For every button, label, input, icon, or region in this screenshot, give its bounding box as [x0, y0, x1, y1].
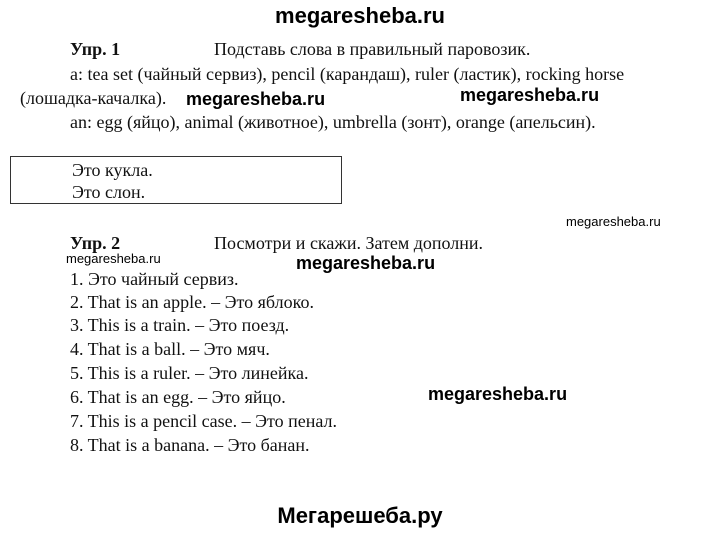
exercise-2-instruction: Посмотри и скажи. Затем дополни.: [214, 233, 484, 253]
list-item: 8. That is a banana. – Это банан.: [70, 435, 310, 455]
exercise-1-answer-box: [10, 156, 342, 204]
footer-site-title: Мегарешеба.ру: [277, 503, 443, 528]
exercise-1-label: Упр. 1: [70, 39, 121, 59]
watermark: megaresheba.ru: [460, 85, 600, 105]
list-item: 3. This is a train. – Это поезд.: [70, 315, 290, 335]
exercise-1-line-an: an: egg (яйцо), animal (животное), umbrella (зонт), orange (апельсин).: [70, 112, 596, 132]
watermark: megaresheba.ru: [186, 89, 326, 109]
list-item: 7. This is a pencil case. – Это пенал.: [70, 411, 338, 431]
watermark: megaresheba.ru: [566, 214, 661, 229]
exercise-1-line-a-continued: (лошадка-качалка).: [20, 88, 167, 108]
watermark: megaresheba.ru: [428, 384, 568, 404]
exercise-1-line-a: a: tea set (чайный сервиз), pencil (карандаш), ruler (ластик), rocking horse: [70, 64, 625, 84]
list-item: 5. This is a ruler. – Это линейка.: [70, 363, 309, 383]
box-line: Это слон.: [72, 182, 146, 202]
watermark: megaresheba.ru: [296, 253, 436, 273]
watermark: megaresheba.ru: [66, 251, 161, 266]
exercise-2-label: Упр. 2: [70, 233, 121, 253]
exercise-1-instruction: Подставь слова в правильный паровозик.: [214, 39, 531, 59]
box-line: Это кукла.: [72, 160, 153, 180]
list-item: 1. Это чайный сервиз.: [70, 269, 239, 289]
list-item: 2. That is an apple. – Это яблоко.: [70, 292, 314, 312]
list-item: 6. That is an egg. – Это яйцо.: [70, 387, 286, 407]
header-site-title: megaresheba.ru: [275, 3, 445, 28]
list-item: 4. That is a ball. – Это мяч.: [70, 339, 270, 359]
